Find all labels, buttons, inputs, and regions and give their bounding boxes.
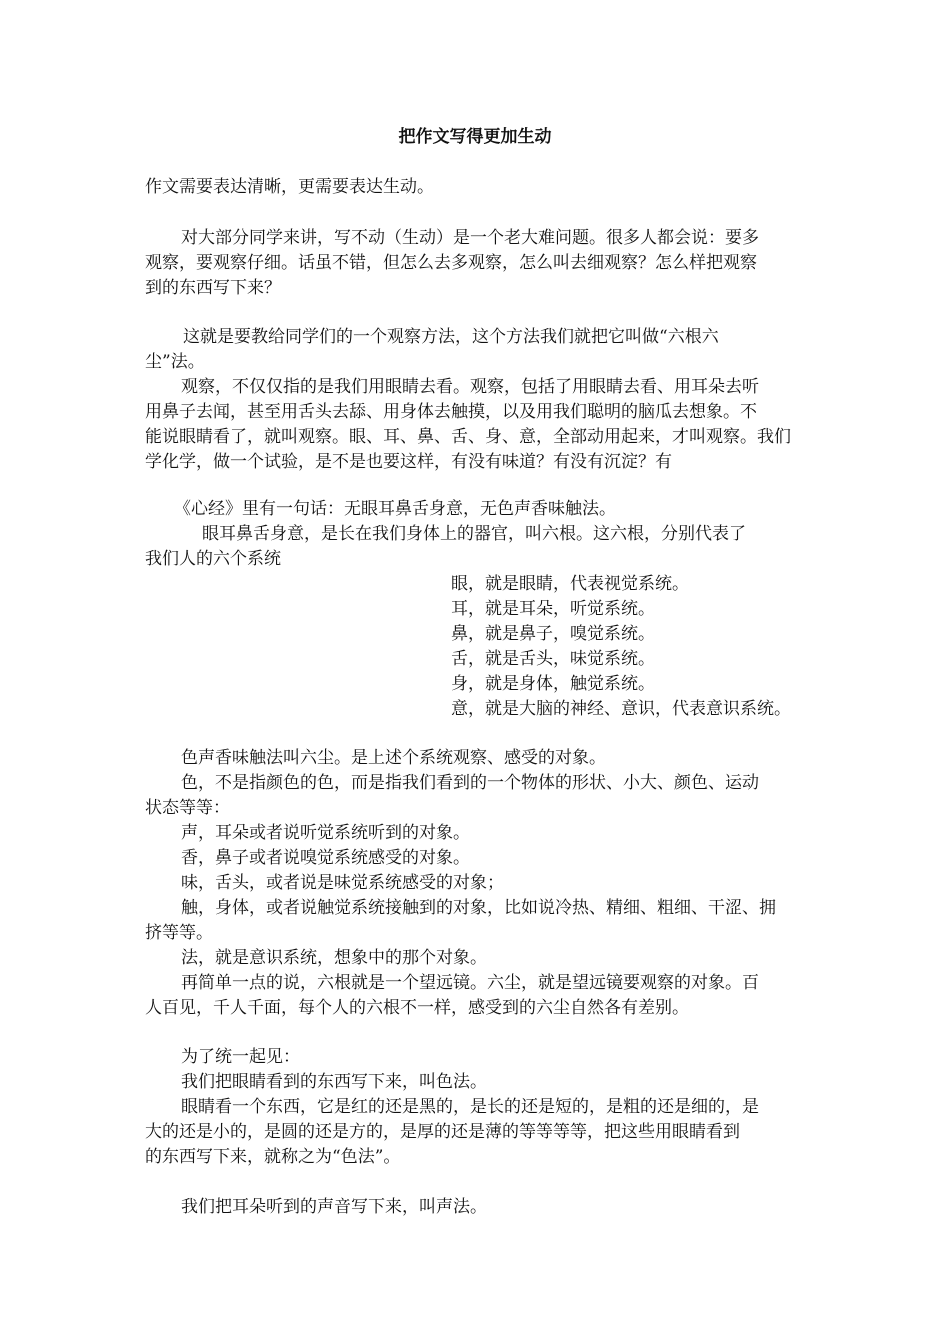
list-item: 眼，就是眼睛，代表视觉系统。 (451, 574, 689, 594)
list-item: 意，就是大脑的神经、意识，代表意识系统。 (451, 699, 791, 719)
paragraph-line: 《心经》里有一句话：无眼耳鼻舌身意，无色声香味触法。 (174, 499, 616, 519)
paragraph-line: 状态等等： (145, 798, 230, 818)
paragraph-line: 为了统一起见： (181, 1047, 300, 1067)
paragraph-line: 香，鼻子或者说嗅觉系统感受的对象。 (181, 848, 470, 868)
list-item: 身，就是身体，触觉系统。 (451, 674, 655, 694)
paragraph-line: 用鼻子去闻，甚至用舌头去舔、用身体去触摸，以及用我们聪明的脑瓜去想象。不 (145, 402, 757, 422)
paragraph-line: 眼耳鼻舌身意，是长在我们身体上的器官，叫六根。这六根，分别代表了 (202, 524, 746, 544)
paragraph-line: 能说眼睛看了，就叫观察。眼、耳、鼻、舌、身、意，全部动用起来，才叫观察。我们 (145, 427, 791, 447)
paragraph-line: 我们把耳朵听到的声音写下来，叫声法。 (181, 1197, 487, 1217)
paragraph-line: 作文需要表达清晰，更需要表达生动。 (145, 177, 434, 197)
list-item: 鼻，就是鼻子，嗅觉系统。 (451, 624, 655, 644)
paragraph-line: 味，舌头，或者说是味觉系统感受的对象； (181, 873, 504, 893)
paragraph-line: 这就是要教给同学们的一个观察方法，这个方法我们就把它叫做“六根六 (183, 327, 719, 347)
paragraph-line: 学化学，做一个试验，是不是也要这样，有没有味道？有没有沉淀？有 (145, 452, 672, 472)
paragraph-line: 再简单一点的说，六根就是一个望远镜。六尘，就是望远镜要观察的对象。百 (181, 973, 759, 993)
paragraph-line: 尘”法。 (145, 352, 205, 372)
paragraph-line: 的东西写下来，就称之为“色法”。 (145, 1147, 401, 1167)
paragraph-line: 法，就是意识系统，想象中的那个对象。 (181, 948, 487, 968)
document-title: 把作文写得更加生动 (398, 127, 552, 147)
paragraph-line: 色，不是指颜色的色，而是指我们看到的一个物体的形状、小大、颜色、运动 (181, 773, 759, 793)
paragraph-line: 人百见，千人千面，每个人的六根不一样，感受到的六尘自然各有差别。 (145, 998, 689, 1018)
paragraph-line: 挤等等。 (145, 923, 213, 943)
paragraph-line: 到的东西写下来？ (145, 278, 281, 298)
paragraph-line: 眼睛看一个东西，它是红的还是黑的，是长的还是短的，是粗的还是细的，是 (181, 1097, 759, 1117)
paragraph-line: 观察，不仅仅指的是我们用眼睛去看。观察，包括了用眼睛去看、用耳朵去听 (181, 377, 759, 397)
paragraph-line: 大的还是小的，是圆的还是方的，是厚的还是薄的等等等等，把这些用眼睛看到 (145, 1122, 740, 1142)
paragraph-line: 对大部分同学来讲，写不动（生动）是一个老大难问题。很多人都会说：要多 (181, 228, 759, 248)
paragraph-line: 色声香味触法叫六尘。是上述个系统观察、感受的对象。 (181, 748, 606, 768)
paragraph-line: 触，身体，或者说触觉系统接触到的对象，比如说冷热、精细、粗细、干涩、拥 (181, 898, 776, 918)
paragraph-line: 我们人的六个系统 (145, 549, 281, 569)
paragraph-line: 我们把眼睛看到的东西写下来，叫色法。 (181, 1072, 487, 1092)
list-item: 耳，就是耳朵，听觉系统。 (451, 599, 655, 619)
paragraph-line: 声，耳朵或者说听觉系统听到的对象。 (181, 823, 470, 843)
paragraph-line: 观察，要观察仔细。话虽不错，但怎么去多观察，怎么叫去细观察？怎么样把观察 (145, 253, 757, 273)
list-item: 舌，就是舌头，味觉系统。 (451, 649, 655, 669)
